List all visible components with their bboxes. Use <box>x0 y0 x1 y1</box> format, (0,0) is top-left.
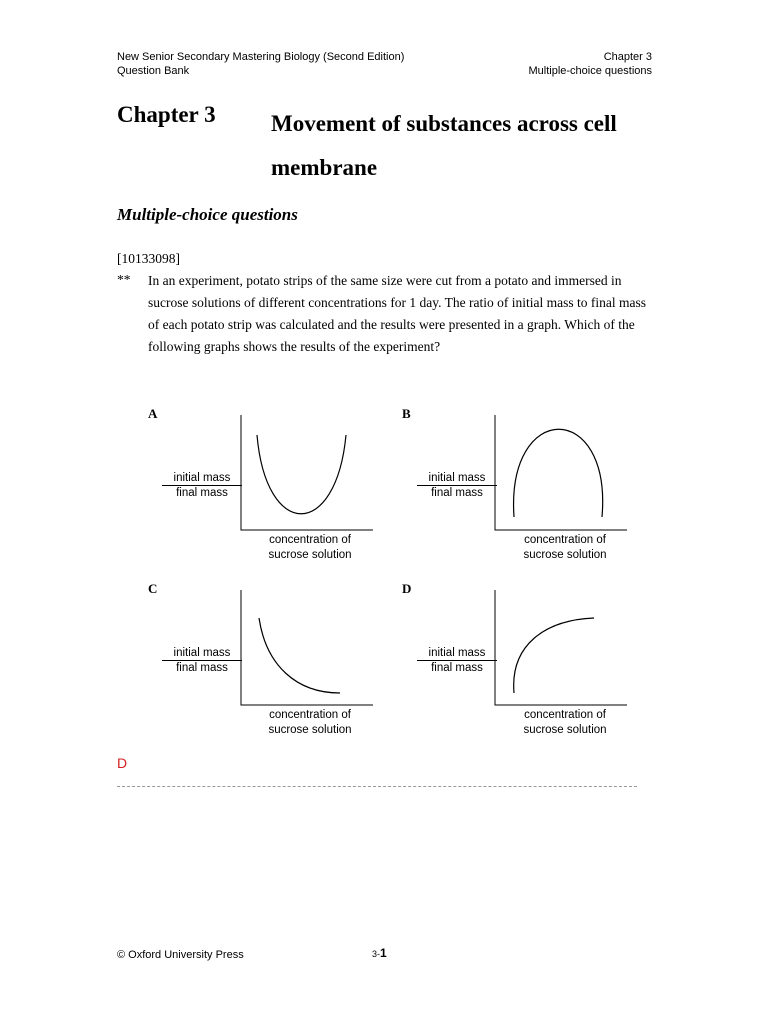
xlabel-line2: sucrose solution <box>523 549 607 561</box>
question-text: In an experiment, potato strips of the same size were cut from a potato and immersed in sucrose solutions of different concentrations for 1 day. The ratio of initial mass to final mass of each potato strip was calculated and the results were presented in a graph. Which of the following graphs shows the results of the experiment? <box>148 273 647 354</box>
decreasing-curve <box>259 618 340 693</box>
ylabel-denominator: final mass <box>431 487 483 499</box>
option-b-letter: B <box>402 406 411 421</box>
difficulty-marker: ** <box>117 272 131 287</box>
footer-page-number <box>372 946 387 960</box>
xlabel-line1: concentration of <box>269 534 351 546</box>
ylabel-numerator: initial mass <box>417 646 497 661</box>
axes <box>495 590 627 705</box>
running-header-right <box>528 50 652 78</box>
axes <box>495 415 627 530</box>
chapter-title: Movement of substances across cell membrane <box>271 111 617 180</box>
option-c-graph <box>236 585 376 707</box>
xlabel-line1: concentration of <box>269 709 351 721</box>
footer-publisher: © Oxford University Press <box>117 949 244 961</box>
option-d-xlabel <box>500 708 630 738</box>
option-a-xlabel <box>245 533 375 563</box>
option-c-xlabel <box>245 708 375 738</box>
option-a-graph <box>236 410 376 532</box>
ylabel-denominator: final mass <box>176 487 228 499</box>
dashed-divider <box>117 786 637 787</box>
page-prefix: 3- <box>372 949 381 959</box>
answer-key: D <box>117 755 128 771</box>
axes <box>241 590 373 705</box>
section-title: Multiple-choice questions <box>117 205 298 224</box>
option-a-letter: A <box>148 406 158 421</box>
u-curve <box>257 435 346 514</box>
option-b-xlabel <box>500 533 630 563</box>
xlabel-line2: sucrose solution <box>523 724 607 736</box>
ylabel-denominator: final mass <box>431 662 483 674</box>
question-id: [10133098] <box>117 251 180 266</box>
option-b-ylabel <box>417 471 497 500</box>
inverted-u-curve <box>514 429 603 517</box>
header-chapter: Chapter 3 <box>603 51 652 63</box>
option-d-letter: D <box>402 581 412 596</box>
page-number: 1 <box>380 946 387 960</box>
option-d-ylabel <box>417 646 497 675</box>
xlabel-line1: concentration of <box>524 534 606 546</box>
option-a-ylabel <box>162 471 242 500</box>
option-c-ylabel <box>162 646 242 675</box>
option-c-letter: C <box>148 581 158 596</box>
xlabel-line2: sucrose solution <box>268 724 352 736</box>
option-d-graph <box>490 585 630 707</box>
xlabel-line1: concentration of <box>524 709 606 721</box>
book-title: New Senior Secondary Mastering Biology (Second Edition) <box>117 51 405 63</box>
header-section: Multiple-choice questions <box>528 65 652 77</box>
ylabel-numerator: initial mass <box>417 471 497 486</box>
xlabel-line2: sucrose solution <box>268 549 352 561</box>
ylabel-denominator: final mass <box>176 662 228 674</box>
ylabel-numerator: initial mass <box>162 471 242 486</box>
book-subtitle: Question Bank <box>117 65 190 77</box>
option-b-graph <box>490 410 630 532</box>
ylabel-numerator: initial mass <box>162 646 242 661</box>
running-header-left <box>117 50 404 78</box>
chapter-number: Chapter 3 <box>117 102 216 127</box>
increasing-curve <box>514 618 594 693</box>
